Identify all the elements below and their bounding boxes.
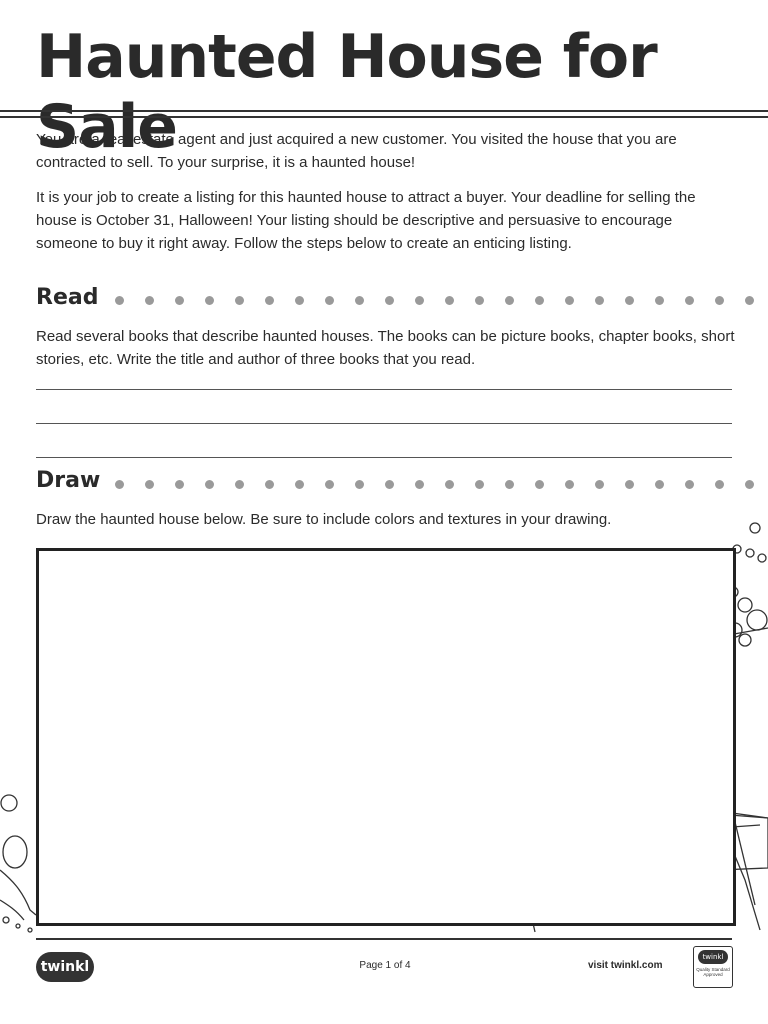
draw-instructions: Draw the haunted house below. Be sure to include colors and textures in your drawing. [36, 511, 612, 528]
visit-link[interactable]: visit twinkl.com [588, 960, 663, 971]
page-number: Page 1 of 4 [359, 960, 411, 971]
read-heading: Read [36, 285, 99, 310]
read-instructions: Read several books that describe haunted houses. The books can be picture books, chapter books, short stories, etc. Write the title and author of three books that you read. [36, 328, 735, 368]
intro-paragraph-1: You are a real estate agent and just acquired a new customer. You visited the house that you are contracted to sell. To your surprise, it is a haunted house! [36, 131, 677, 171]
badge-logo: twinkl [698, 950, 728, 964]
badge-text: Quality Standard Approved [696, 967, 730, 977]
draw-heading: Draw [36, 468, 101, 493]
twinkl-logo: twinkl [36, 952, 94, 982]
drawing-area[interactable] [36, 548, 736, 926]
page-title: Haunted House for Sale [36, 22, 657, 162]
intro-paragraph-2: It is your job to create a listing for this haunted house to attract a buyer. Your deadline for selling the house is October 31, Halloween! Your listing should be descriptive and persuasive to encourage someone to buy it right away. Follow the steps below to create an enticing listing. [36, 189, 696, 252]
